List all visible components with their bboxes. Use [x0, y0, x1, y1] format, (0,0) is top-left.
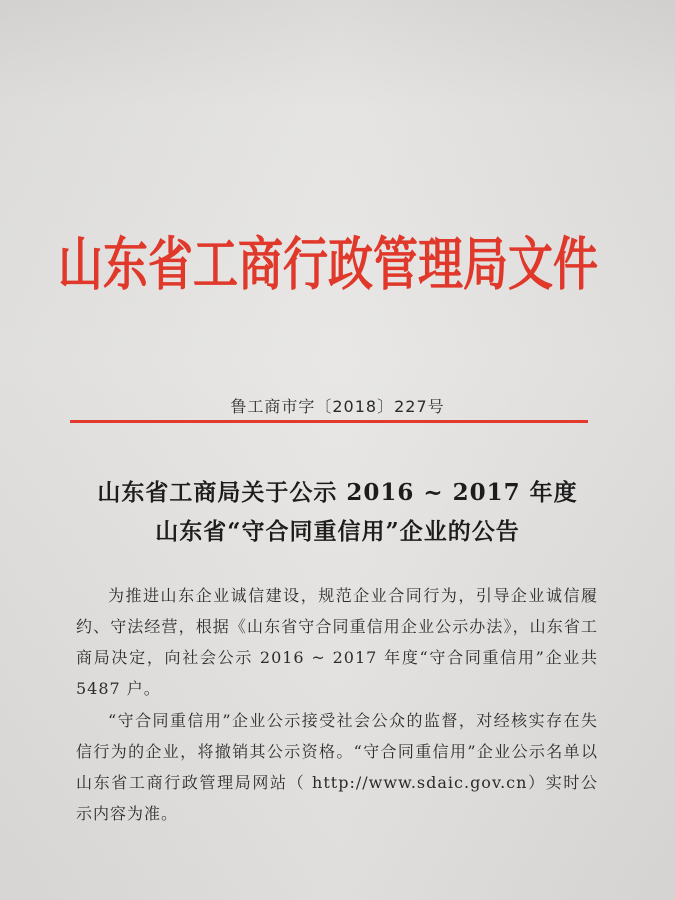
notice-title-line-1: 山东省工商局关于公示 2016 ~ 2017 年度 [97, 479, 578, 506]
red-divider-line [70, 420, 588, 423]
notice-title-line-2: 山东省“守合同重信用”企业的公告 [155, 518, 520, 545]
agency-header: 山东省工商行政管理局文件 [58, 230, 599, 299]
body-paragraph-1: 为推进山东企业诚信建设，规范企业合同行为，引导企业诚信履约、守法经营，根据《山东省守合同重信用企业公示办法》，山东省工商局决定，向社会公示 2016 ~ 2017 年度“守合同重信用”企业共 5487 户。 [76, 586, 598, 698]
body-paragraph-2: “守合同重信用”企业公示接受社会公众的监督，对经核实存在失信行为的企业，将撤销其公示资格。“守合同重信用”企业公示名单以山东省工商行政管理局网站（ http://www.sdaic.gov.cn）实时公示内容为准。 [76, 711, 598, 823]
document-number: 鲁工商市字〔2018〕227号 [230, 397, 445, 416]
